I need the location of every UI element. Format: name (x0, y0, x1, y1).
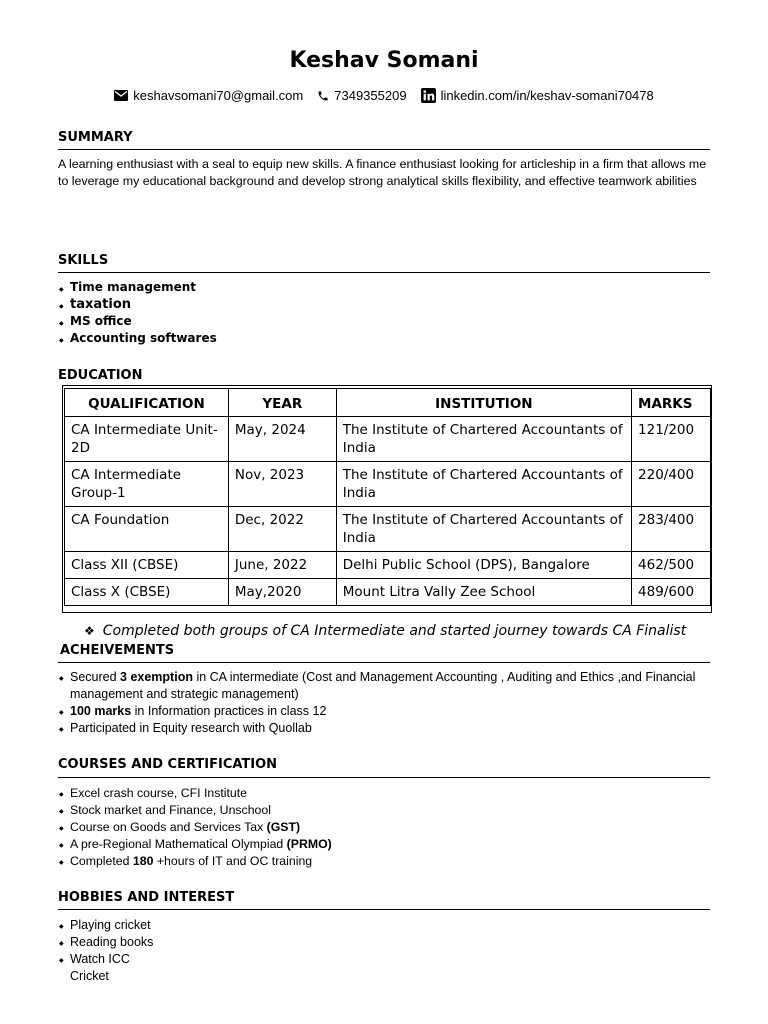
course-item (58, 819, 332, 836)
courses-list (58, 785, 332, 870)
skill-item: ◆ Time management (58, 279, 217, 296)
year-cell: Nov, 2023 (228, 462, 336, 507)
phone-icon (317, 90, 329, 102)
marks-cell: 220/400 (632, 462, 711, 507)
institution-cell: The Institute of Chartered Accountants of India (336, 417, 631, 462)
summary-text: A learning enthusiast with a seal to equip new skills. A finance enthusiast looking for articleship in a firm that allows me to leverage my educational background and develop strong analytical skills flexibility, and effective teamwork abilities (58, 157, 707, 188)
course-highlight: 180 (132, 854, 154, 868)
envelope-icon (114, 90, 128, 101)
marks-cell: 462/500 (632, 552, 711, 579)
email-contact[interactable] (114, 88, 303, 103)
course-text: A pre-Regional Mathematical Olympiad (70, 837, 287, 851)
qualification-cell: CA Intermediate Unit-2D (65, 417, 229, 462)
column-header: QUALIFICATION (65, 389, 229, 417)
table-header-row (65, 389, 711, 417)
course-item (58, 853, 332, 870)
education-heading: EDUCATION (58, 368, 143, 383)
bullet-icon: ❖ (84, 624, 95, 638)
courses-heading: COURSES AND CERTIFICATION (58, 757, 278, 772)
table-row (65, 579, 711, 606)
year-cell: May, 2024 (228, 417, 336, 462)
course-text: Course on Goods and Services Tax (70, 820, 267, 834)
hobbies-heading: HOBBIES AND INTEREST (58, 890, 235, 905)
year-cell: June, 2022 (228, 552, 336, 579)
summary-divider (58, 149, 710, 150)
course-text: +hours of IT and OC training (153, 854, 313, 868)
achievement-item (58, 703, 698, 720)
course-item: ◆ Stock market and Finance, Unschool (58, 802, 332, 819)
email-text: keshavsomani70@gmail.com (133, 88, 304, 103)
education-table (64, 388, 711, 606)
achievement-highlight: 3 exemption (120, 670, 193, 684)
achievement-text: in CA intermediate (Cost and Management Accounting , Auditing and Ethics ,and Financial management and strategic management) (70, 670, 696, 701)
table-row (65, 507, 711, 552)
course-highlight: (PRMO) (286, 837, 332, 851)
table-row (65, 552, 711, 579)
institution-cell: The Institute of Chartered Accountants of India (336, 507, 631, 552)
marks-cell: 489/600 (632, 579, 711, 606)
institution-cell: The Institute of Chartered Accountants of India (336, 462, 631, 507)
qualification-cell: CA Intermediate Group-1 (65, 462, 229, 507)
achievement-item: ◆ Participated in Equity research with Quollab (58, 720, 698, 737)
achievement-text: Secured (70, 670, 121, 684)
candidate-name: Keshav Somani (289, 48, 479, 73)
hobby-item: ◆ Reading books (58, 934, 153, 951)
hobby-item: ◆ Playing cricket (58, 917, 153, 934)
phone-contact[interactable] (317, 88, 406, 103)
skill-item: ◆ taxation (58, 296, 217, 313)
column-header: YEAR (228, 389, 336, 417)
column-header: INSTITUTION (336, 389, 631, 417)
achievements-list (58, 669, 698, 737)
hobby-text: Watch ICC (70, 952, 130, 966)
hobby-item (58, 951, 153, 985)
qualification-cell: Class XII (CBSE) (65, 552, 229, 579)
achievement-text: in Information practices in class 12 (131, 704, 327, 718)
achievement-highlight: 100 marks (70, 704, 132, 718)
education-note (84, 623, 686, 639)
skills-list (58, 279, 217, 347)
achievement-item (58, 669, 698, 703)
skills-divider (58, 272, 710, 273)
qualification-cell: CA Foundation (65, 507, 229, 552)
linkedin-text: linkedin.com/in/keshav-somani70478 (440, 88, 654, 103)
course-text: Completed (70, 854, 133, 868)
phone-text: 7349355209 (334, 88, 407, 103)
course-highlight: (GST) (266, 820, 301, 834)
qualification-cell: Class X (CBSE) (65, 579, 229, 606)
course-item: ◆ Excel crash course, CFI Institute (58, 785, 332, 802)
hobby-text: Cricket (70, 969, 109, 983)
education-note-text: Completed both groups of CA Intermediate and started journey towards CA Finalist (102, 623, 687, 639)
table-row (65, 417, 711, 462)
year-cell: Dec, 2022 (228, 507, 336, 552)
courses-divider (58, 777, 710, 778)
year-cell: May,2020 (228, 579, 336, 606)
skill-item: ◆ MS office (58, 313, 217, 330)
hobbies-list (58, 917, 153, 985)
summary-heading: SUMMARY (58, 130, 133, 145)
institution-cell: Delhi Public School (DPS), Bangalore (336, 552, 631, 579)
course-item (58, 836, 332, 853)
skill-item: ◆ Accounting softwares (58, 330, 217, 347)
linkedin-contact[interactable] (421, 88, 654, 103)
linkedin-icon (421, 88, 436, 103)
table-row (65, 462, 711, 507)
marks-cell: 121/200 (632, 417, 711, 462)
hobbies-divider (58, 909, 710, 910)
skills-heading: SKILLS (58, 253, 109, 268)
institution-cell: Mount Litra Vally Zee School (336, 579, 631, 606)
achievements-divider (58, 662, 710, 663)
marks-cell: 283/400 (632, 507, 711, 552)
contact-line (0, 88, 768, 103)
column-header: MARKS (632, 389, 711, 417)
achievements-heading: ACHEIVEMENTS (60, 643, 175, 658)
